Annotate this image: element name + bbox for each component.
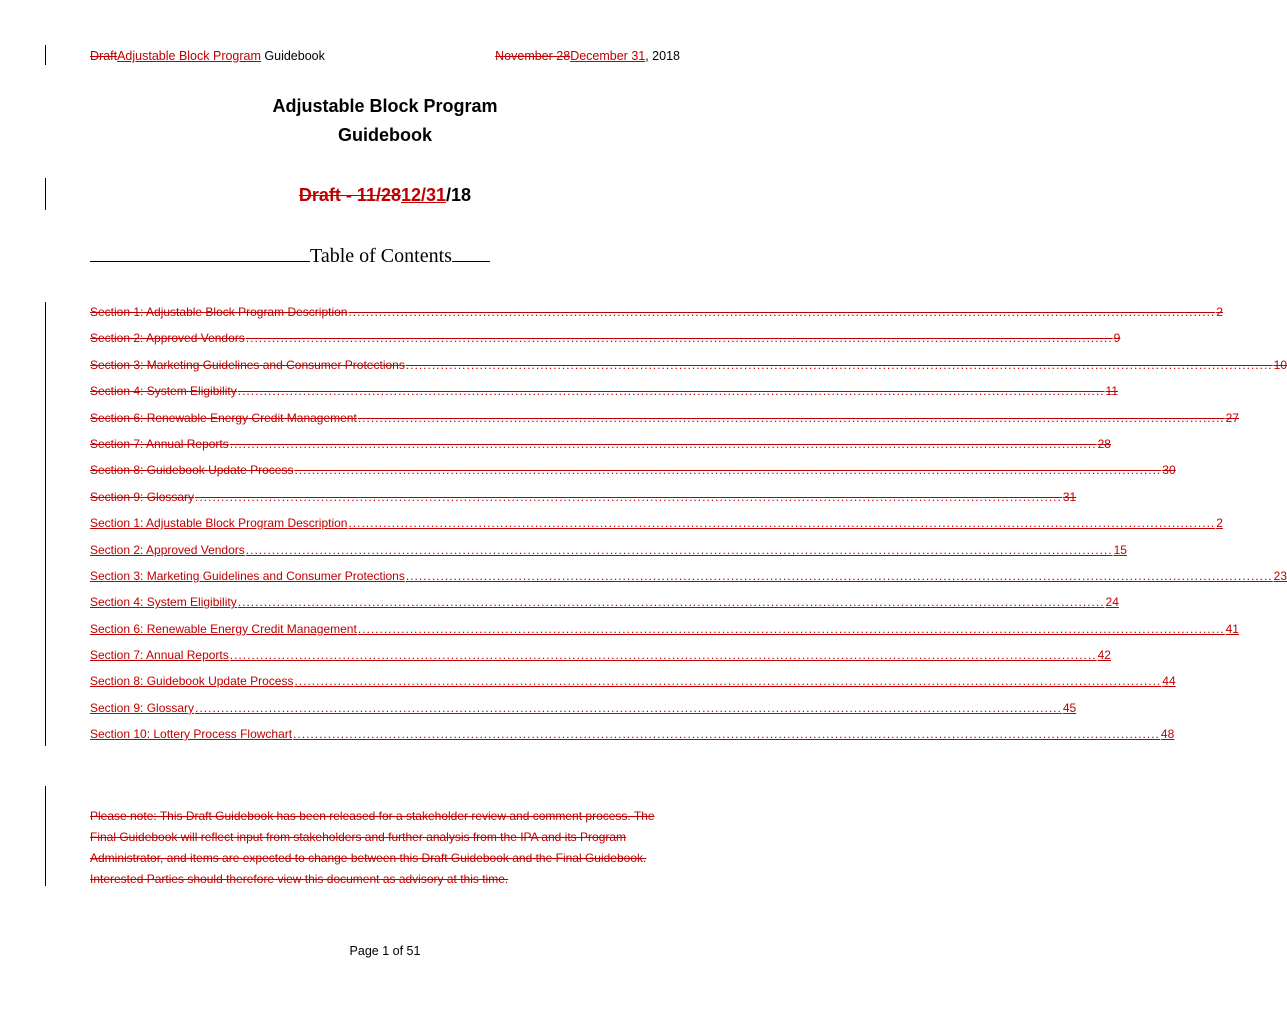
change-bar [45,786,46,886]
draft-date-line [0,185,770,206]
toc-entry[interactable] [90,463,1176,489]
draft-deleted-text: Draft - 11/28 [298,185,401,205]
header-date-year: , 2018 [645,49,680,63]
toc-entry-page: 42 [1097,648,1111,663]
toc-leader-dots: ........................................................................................................................................................................................................ [229,648,1097,663]
toc-leader-dots: ........................................................................................................................................................................................................ [405,357,1273,372]
toc-entry-page: 44 [1162,674,1176,689]
toc-entry-label: Section 1: Adjustable Block Program Description [90,516,348,531]
toc-entry[interactable] [90,568,1287,595]
running-header-right [495,49,680,63]
toc-entry[interactable] [90,305,1223,331]
toc-leader-dots: ........................................................................................................................................................................................................ [293,727,1160,742]
header-inserted-text: Adjustable Block Program [117,49,261,63]
toc-entry[interactable] [90,489,1077,516]
toc-entry[interactable] [90,727,1175,753]
toc-entry-label: Section 10: Lottery Process Flowchart [90,727,293,742]
toc-leader-dots: ........................................................................................................................................................................................................ [405,568,1273,583]
toc-leader-dots: ........................................................................................................................................................................................................ [357,621,1225,636]
document-title-line1: Adjustable Block Program [272,96,498,116]
toc-entry[interactable] [90,674,1176,700]
toc-entry-page: 11 [1105,384,1118,399]
toc-entry[interactable] [90,516,1223,542]
running-header-left [90,49,325,63]
toc-entry-label: Section 7: Annual Reports [90,436,229,451]
toc-entry-page: 45 [1062,700,1077,715]
toc-entry-label: Section 2: Approved Vendors [90,331,245,346]
header-text: Guidebook [260,49,325,63]
toc-leader-dots: ........................................................................................................................................................................................................ [294,463,1162,478]
toc-entry-page: 31 [1062,489,1077,504]
header-deleted-text: Draft [90,49,118,63]
toc-leader-dots: ........................................................................................................................................................................................................ [237,384,1105,399]
header-date-inserted: December 31 [570,49,646,63]
toc-entry-label: Section 1: Adjustable Block Program Description [90,305,348,319]
toc-heading-rule [90,247,310,262]
toc-entry[interactable] [90,542,1127,569]
toc-entry-page: 23 [1273,568,1287,583]
toc-entry[interactable] [90,357,1287,384]
toc-heading-rule [452,247,490,262]
toc-entry[interactable] [90,384,1118,410]
toc-entry-page: 30 [1162,463,1176,478]
toc-entry[interactable] [90,410,1239,437]
toc-entry[interactable] [90,436,1111,463]
toc-entry-label: Section 8: Guidebook Update Process [90,463,294,478]
toc-entry-page: 41 [1225,621,1239,636]
toc-leader-dots: ........................................................................................................................................................................................................ [348,516,1216,531]
toc-leader-dots: ........................................................................................................................................................................................................ [245,331,1113,346]
toc-entry-page: 2 [1216,305,1223,319]
toc-heading-text: Table of Contents [310,245,452,267]
toc-entry[interactable] [90,621,1239,648]
toc-entry-page: 9 [1113,331,1121,346]
toc-entry-label: Section 9: Glossary [90,700,195,715]
toc-entry-page: 48 [1160,727,1175,742]
toc-entry-page: 24 [1105,595,1119,610]
toc-entry-label: Section 7: Annual Reports [90,648,229,663]
toc-entry-page: 27 [1225,410,1239,425]
toc-entry-page: 2 [1216,516,1223,531]
toc-entry-label: Section 2: Approved Vendors [90,542,245,557]
change-bar [45,45,46,65]
toc-entry-page: 10 [1273,357,1287,372]
toc-leader-dots: ........................................................................................................................................................................................................ [245,542,1113,557]
draft-year-text: /18 [446,185,472,205]
toc-entry-label: Section 4: System Eligibility [90,595,237,610]
toc-entry-label: Section 6: Renewable Energy Credit Management [90,410,357,425]
toc-leader-dots: ........................................................................................................................................................................................................ [229,436,1097,451]
toc-leader-dots: ........................................................................................................................................................................................................ [195,489,1062,504]
toc-entry-page: 28 [1097,436,1111,451]
document-title-line2: Guidebook [338,125,432,145]
toc-entry-label: Section 3: Marketing Guidelines and Consumer Protections [90,357,405,372]
header-date-deleted: November 28 [495,49,571,63]
page-number: Page 1 of 51 [349,944,421,958]
toc-leader-dots: ........................................................................................................................................................................................................ [195,700,1062,715]
toc-entry-label: Section 6: Renewable Energy Credit Management [90,621,357,636]
toc-leader-dots: ........................................................................................................................................................................................................ [294,674,1162,689]
draft-inserted-text: 12/31 [400,185,447,205]
advisory-note: Please note: This Draft Guidebook has been released for a stakeholder review and comment process. The Final Guidebook will reflect input from stakeholders and further analysis from the IPA and its Program Administrator, and items are expected to change between this Draft Guidebook and the Final Guidebook. Interested Parties should therefore view this document as advisory at this time. [90,809,655,886]
toc-leader-dots: ........................................................................................................................................................................................................ [237,595,1105,610]
toc-leader-dots: ........................................................................................................................................................................................................ [357,410,1225,425]
toc-entry[interactable] [90,595,1119,621]
toc-entry[interactable] [90,700,1077,727]
toc-entry-page: 15 [1113,542,1127,557]
toc-leader-dots: ........................................................................................................................................................................................................ [348,305,1216,319]
change-bar [45,302,46,746]
toc-entry-label: Section 3: Marketing Guidelines and Consumer Protections [90,568,405,583]
toc-entry-label: Section 4: System Eligibility [90,384,237,399]
toc-heading [90,245,680,268]
toc-entry[interactable] [90,648,1111,674]
toc-entry-label: Section 9: Glossary [90,489,195,504]
toc-entry[interactable] [90,331,1121,357]
table-of-contents [90,305,1287,754]
toc-entry-label: Section 8: Guidebook Update Process [90,674,294,689]
